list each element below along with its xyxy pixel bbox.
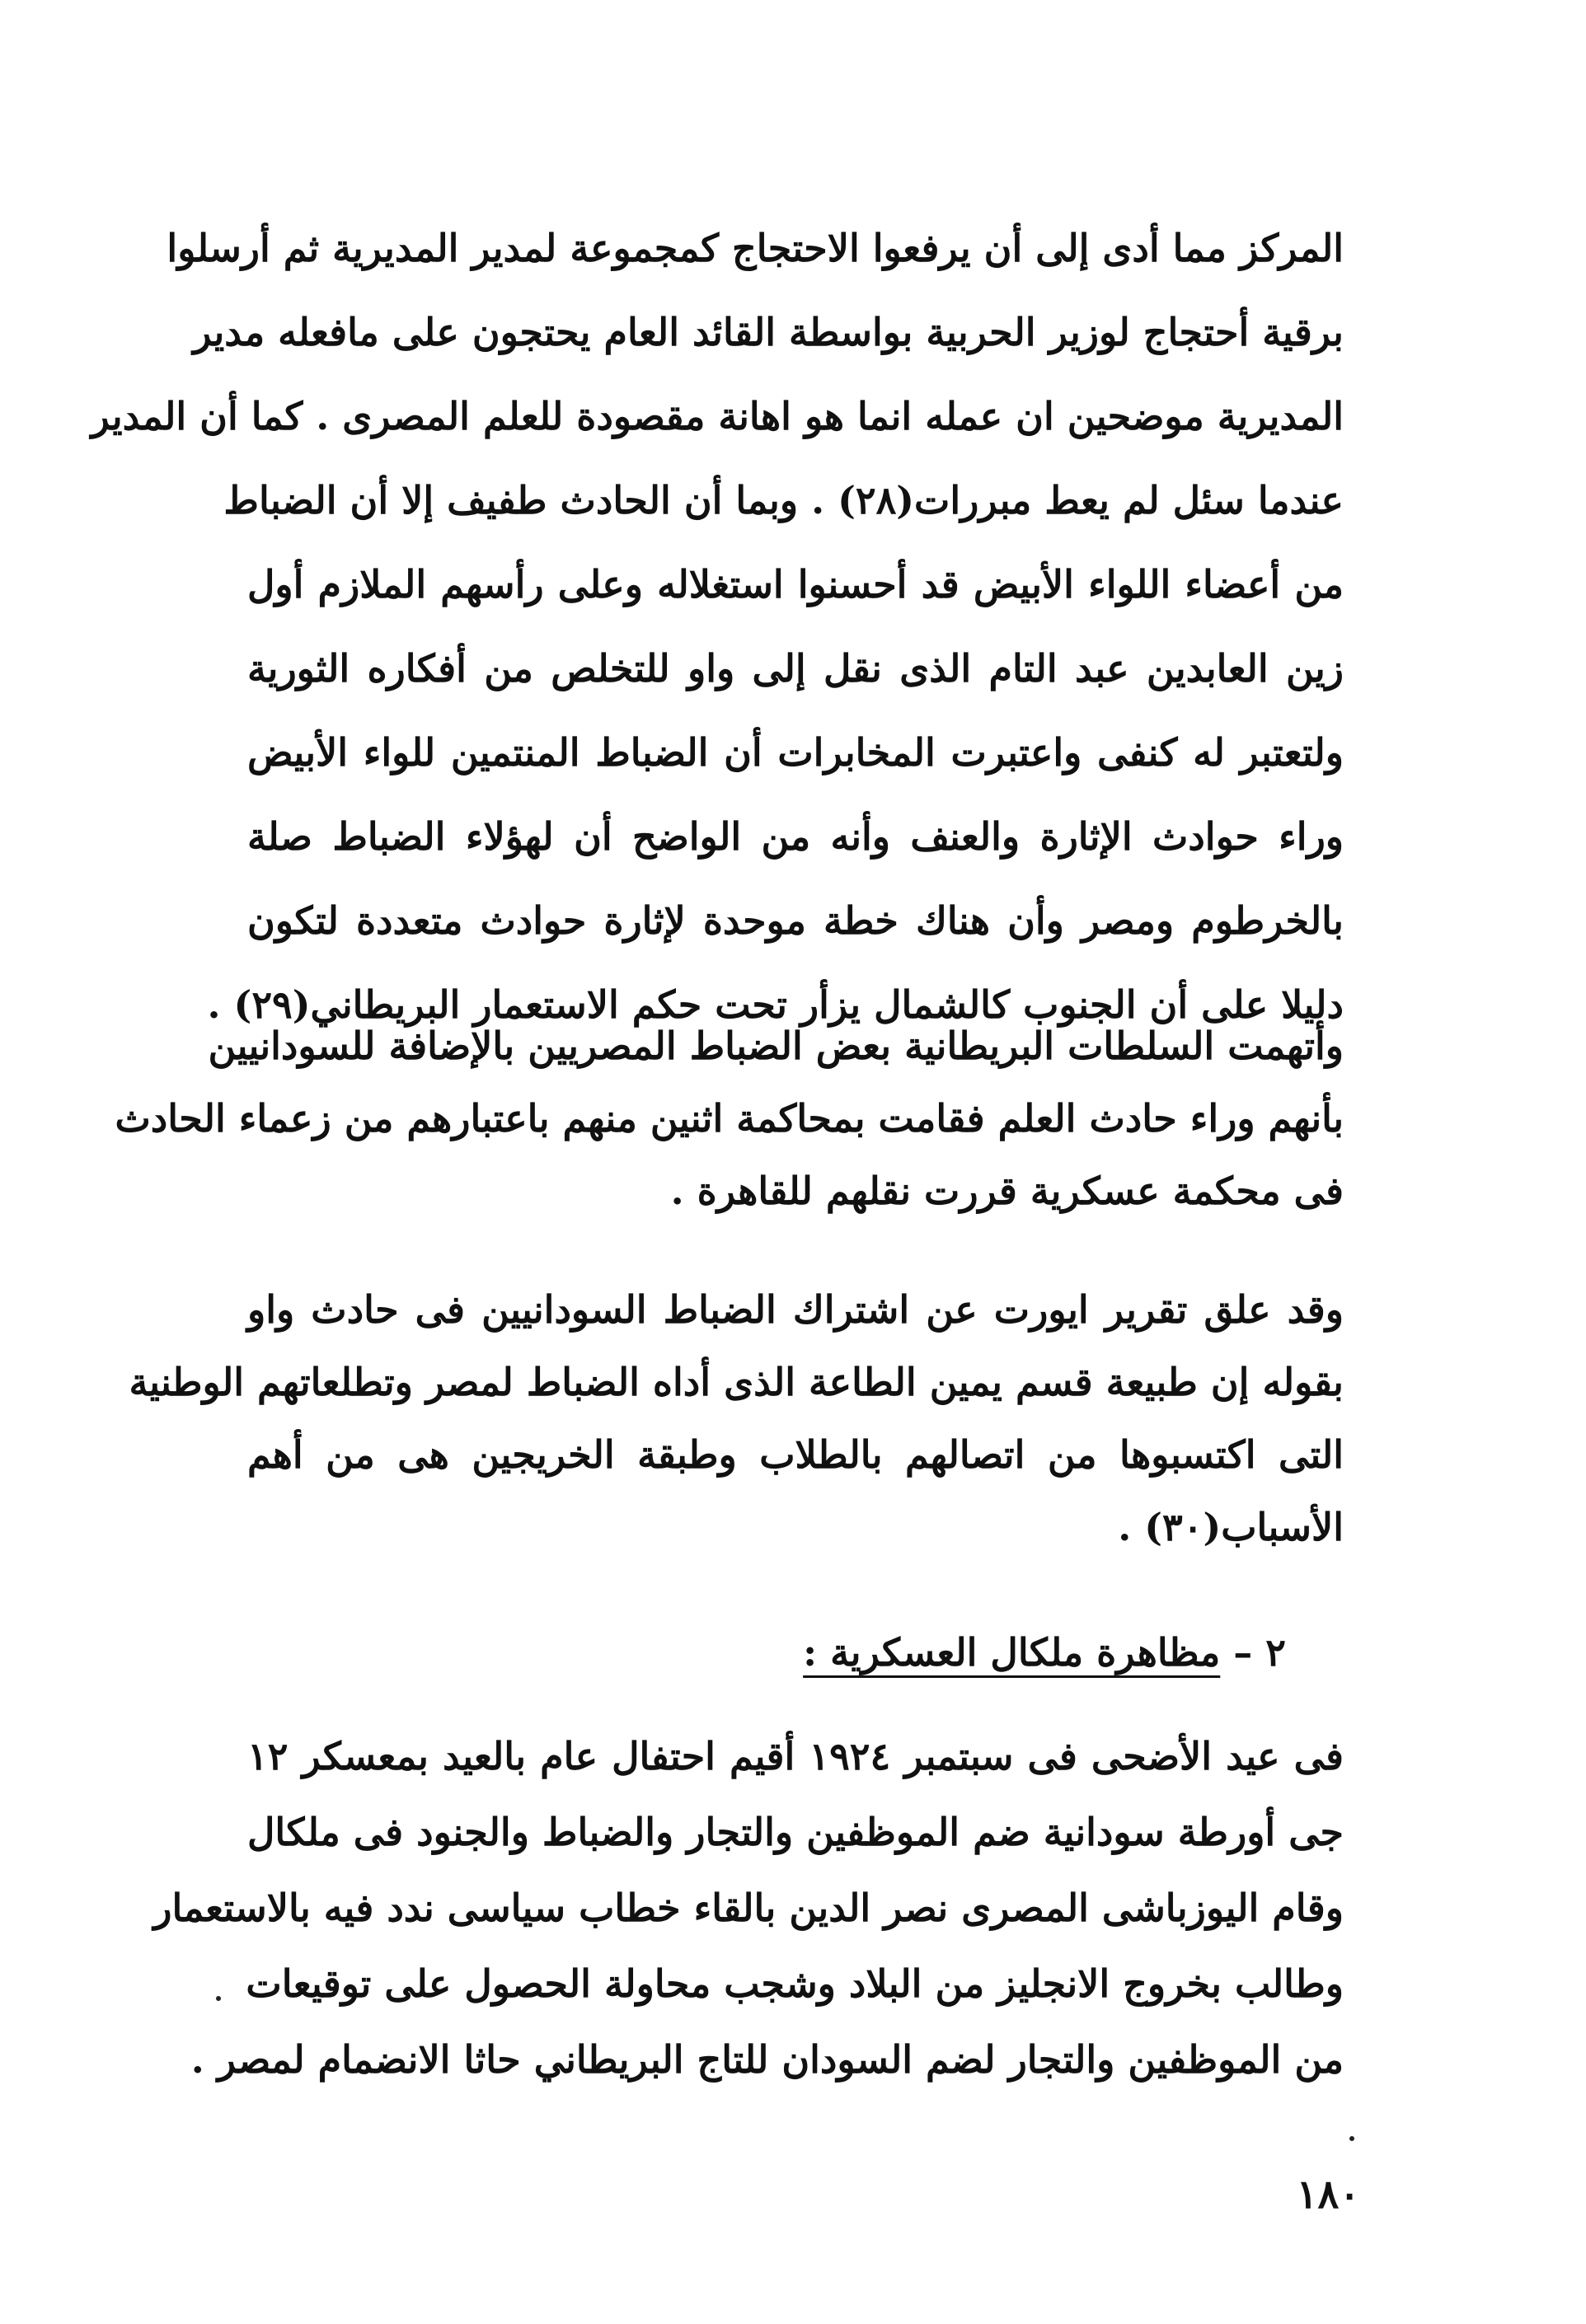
text-line: من الموظفين والتجار لضم السودان للتاج البريطاني حاثا الانضمام لمصر . [190, 2037, 1344, 2082]
section-heading [742, 1615, 1286, 1689]
text-line: وطالب بخروج الانجليز من البلاد وشجب محاولة الحصول على توقيعات [246, 1961, 1344, 2006]
section-title: مظاهرة ملكال العسكرية : [803, 1630, 1221, 1675]
text-line: المديرية موضحين ان عمله انما هو اهانة مقصودة للعلم المصرى . كما أن المدير [91, 394, 1344, 438]
text-line: برقية أحتجاج لوزير الحربية بواسطة القائد العام يحتجون على مافعله مدير [193, 310, 1344, 354]
section-number: ٢ – [1233, 1630, 1286, 1675]
text-line: زين العابدين عبد التام الذى نقل إلى واو للتخلص من أفكاره الثورية [247, 646, 1344, 691]
text-line: الأسباب(٣٠) . [1118, 1505, 1344, 1549]
paragraph-2 [115, 1010, 1344, 1227]
text-line: عندما سئل لم يعط مبررات(٢٨) . وبما أن الحادث طفيف إلا أن الضباط [223, 478, 1344, 522]
text-line: وأتهمت السلطات البريطانية بعض الضباط المصريين بالإضافة للسودانيين [208, 1024, 1344, 1068]
text-line: وقد علق تقرير ايورت عن اشتراك الضباط السودانيين فى حادث واو [247, 1287, 1344, 1332]
text-line: دليلا على أن الجنوب كالشمال يزأر تحت حكم الاستعمار البريطاني(٢٩) . [207, 982, 1344, 1027]
paragraph-3 [129, 1273, 1344, 1563]
text-line: جى أورطة سودانية ضم الموظفين والتجار والضباط والجنود فى ملكال [247, 1810, 1344, 1854]
text-line: بقوله إن طبيعة قسم يمين الطاعة الذى أداه الضباط لمصر وتطلعاتهم الوطنية [129, 1360, 1344, 1404]
text-line: التى اكتسبوها من اتصالهم بالطلاب وطبقة الخريجين هى من أهم [247, 1432, 1344, 1477]
scan-speck [216, 1996, 221, 2001]
paragraph-4 [153, 1718, 1344, 2097]
text-line: من أعضاء اللواء الأبيض قد أحسنوا استغلاله وعلى رأسهم الملازم أول [247, 562, 1344, 607]
text-line: وراء حوادث الإثارة والعنف وأنه من الواضح أن لهؤلاء الضباط صلة [247, 814, 1344, 859]
text-line: فى عيد الأضحى فى سبتمبر ١٩٢٤ أقيم احتفال عام بالعيد بمعسكر ١٢ [247, 1734, 1344, 1778]
text-line: ولتعتبر له كنفى واعتبرت المخابرات أن الضباط المنتمين للواء الأبيض [247, 730, 1344, 775]
text-line: وقام اليوزباشى المصرى نصر الدين بالقاء خطاب سياسى ندد فيه بالاستعمار [153, 1886, 1344, 1930]
text-line: المركز مما أدى إلى أن يرفعوا الاحتجاج كمجموعة لمدير المديرية ثم أرسلوا [167, 226, 1344, 270]
scan-speck [1349, 2136, 1354, 2141]
paragraph-1 [91, 206, 1344, 1047]
text-line: فى محكمة عسكرية قررت نقلهم للقاهرة . [670, 1169, 1344, 1213]
page-number: ١٨٠ [1296, 2172, 1360, 2218]
text-line: بأنهم وراء حادث العلم فقامت بمحاكمة اثنين منهم باعتبارهم من زعماء الحادث [115, 1096, 1344, 1141]
text-line: بالخرطوم ومصر وأن هناك خطة موحدة لإثارة حوادث متعددة لتكون [247, 898, 1344, 943]
